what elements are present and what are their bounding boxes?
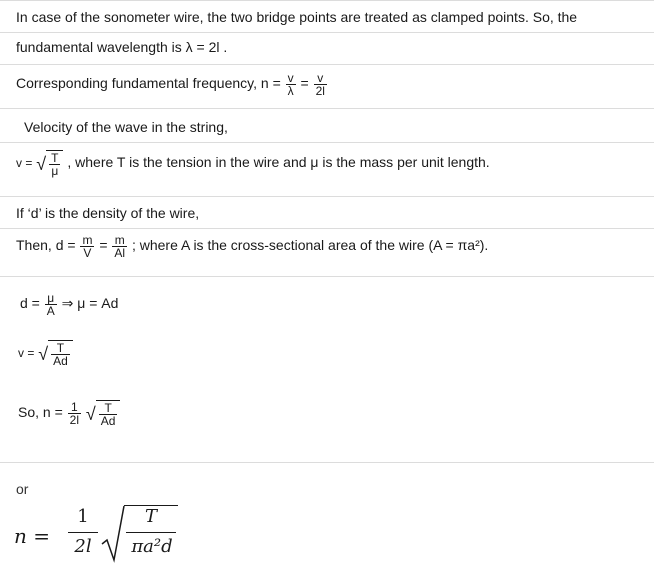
velocity-lhs: v =: [18, 346, 35, 361]
fraction-m-over-v: [80, 234, 94, 259]
fraction-t-over-mu: [49, 152, 60, 177]
final-radical-sign: [100, 504, 126, 564]
fraction-denominator: 2l: [315, 84, 325, 98]
fraction-denominator: V: [80, 246, 94, 259]
radical-sign: √: [36, 153, 47, 174]
density-intro: If ‘d’ is the density of the wire,: [16, 205, 200, 221]
final-radicand-numerator: T: [144, 506, 157, 527]
fraction-numerator: μ: [47, 291, 55, 305]
density-suffix: ; where A is the cross-sectional area of the wire (A = πa²).: [131, 237, 489, 254]
fraction-v-over-lambda: [286, 72, 296, 97]
paragraph-intro-line2: fundamental wavelength is λ = 2l .: [16, 39, 228, 55]
radicand: [96, 400, 121, 427]
final-fraction-denominator: 2l: [74, 536, 92, 557]
density-equation: [16, 234, 488, 259]
fraction-denominator: Al: [114, 246, 126, 260]
sqrt-t-over-ad: [38, 340, 73, 367]
equals-sign: =: [300, 75, 309, 92]
fraction-denominator: 2l: [69, 413, 79, 427]
fraction-denominator: λ: [287, 84, 294, 98]
equals-sign: =: [99, 237, 108, 254]
frequency-prefix: Corresponding fundamental frequency, n =: [16, 75, 281, 92]
velocity-equation: [16, 150, 490, 177]
velocity-suffix: , where T is the tension in the wire and μ is the mass per unit length.: [67, 154, 490, 171]
fraction-denominator: Ad: [100, 414, 116, 428]
fraction-1-over-2l: [68, 401, 81, 426]
fraction-denominator: μ: [49, 164, 60, 177]
frequency-ad-equation: [18, 400, 120, 427]
velocity-ad-equation: [18, 340, 73, 367]
frequency-lhs: So, n =: [18, 404, 63, 421]
radicand: [48, 340, 73, 367]
radical-sign: √: [85, 403, 96, 424]
paragraph-intro-line1: In case of the sonometer wire, the two bridge points are treated as clamped points. So, the: [16, 9, 578, 25]
sqrt-t-over-ad: [86, 400, 121, 427]
fraction-numerator: m: [82, 233, 93, 247]
radicand: [46, 150, 63, 177]
fraction-numerator: T: [104, 401, 112, 415]
fraction-m-over-al: [112, 234, 127, 259]
fraction-t-over-ad: [99, 402, 118, 427]
density-lhs: d =: [20, 295, 40, 312]
fraction-numerator: T: [56, 341, 65, 355]
density-implication: ⇒ μ = Ad: [61, 295, 119, 312]
fraction-denominator: A: [46, 304, 55, 318]
fraction-numerator: v: [287, 71, 294, 85]
final-fraction-bar: [68, 532, 98, 533]
sqrt-t-over-mu: [36, 150, 63, 177]
fraction-numerator: v: [317, 71, 324, 85]
fraction-mu-over-a: [45, 292, 57, 317]
fraction-denominator: Ad: [53, 354, 68, 368]
final-radicand-bar: [126, 532, 176, 533]
radical-sign: √: [38, 343, 49, 364]
density-prefix: Then, d =: [16, 237, 76, 254]
frequency-equation: [16, 72, 328, 97]
fraction-numerator: m: [114, 233, 125, 247]
velocity-lhs: v =: [16, 156, 33, 171]
velocity-intro: Velocity of the wave in the string,: [24, 119, 228, 135]
fraction-numerator: 1: [70, 400, 78, 414]
or-connector: or: [16, 481, 29, 497]
fraction-v-over-2l: [314, 72, 327, 97]
final-frequency-formula: [14, 504, 214, 566]
final-radicand-denominator: πa²d: [131, 536, 173, 557]
final-lhs: n =: [14, 524, 50, 548]
fraction-t-over-ad: [51, 342, 70, 367]
fraction-numerator: T: [51, 151, 59, 165]
density-mu-equation: [20, 292, 118, 317]
final-fraction-numerator: 1: [77, 506, 89, 527]
